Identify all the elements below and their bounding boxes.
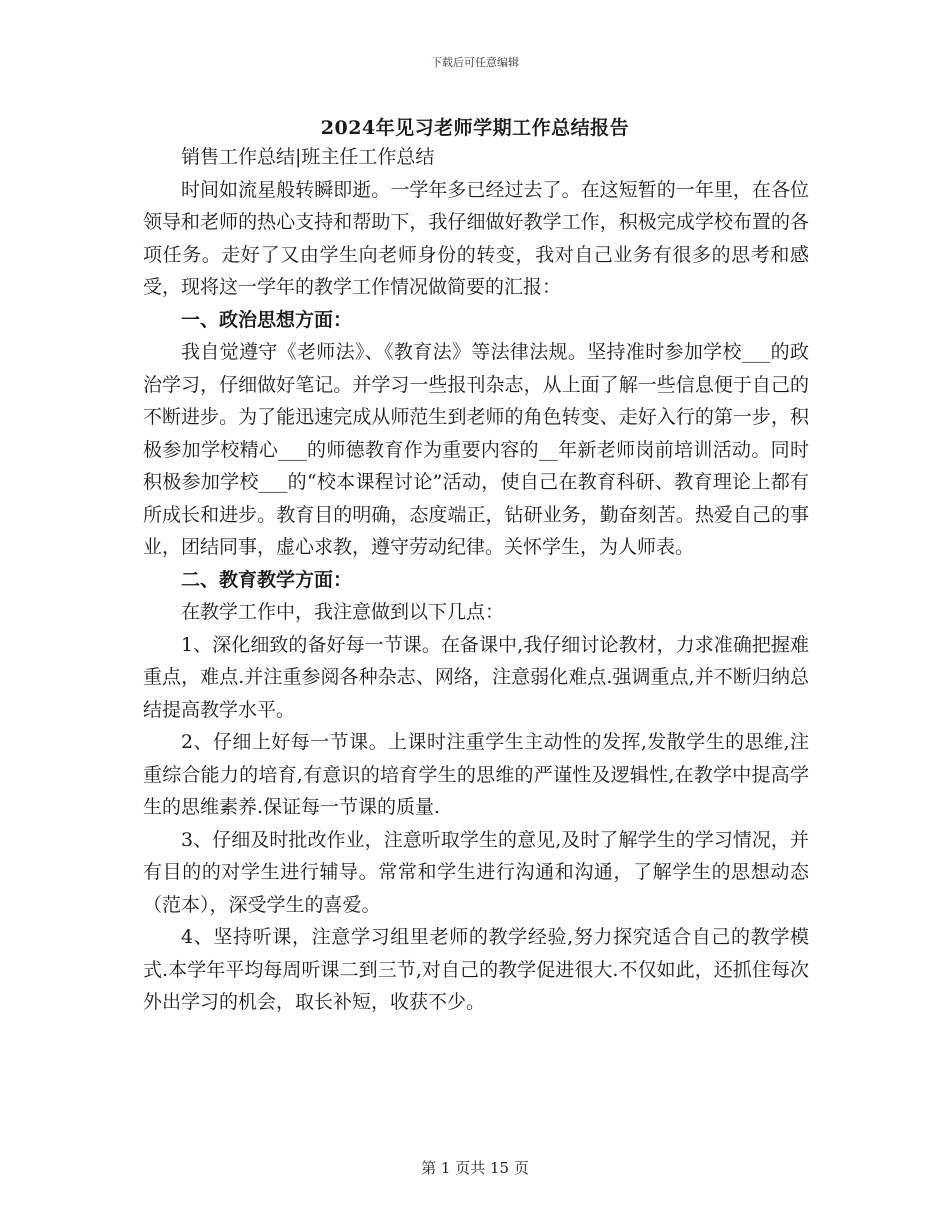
intro-paragraph: 时间如流星般转瞬即逝。一学年多已经过去了。在这短暂的一年里，在各位领导和老师的热心支持和帮助下，我仔细做好教学工作，积极完成学校布置的各项任务。走好了又由学生向老师身份的转变，我对自己业务有很多的思考和感受，现将这一学年的教学工作情况做简要的汇报： <box>143 178 809 298</box>
teaching-intro-paragraph: 在教学工作中，我注意做到以下几点： <box>181 601 505 623</box>
header-note: 下载后可任意编辑 <box>431 56 519 69</box>
document-body <box>143 141 809 1019</box>
page-number: 第 1 页共 15 页 <box>421 1159 529 1177</box>
teaching-point-1: 1、深化细致的备好每一节课。在备课中,我仔细讨论教材，力求准确把握难重点，难点.并注重参阅各种杂志、网络，注意弱化难点.强调重点,并不断归纳总结提高教学水平。 <box>143 633 809 721</box>
section-heading-politics: 一、政治思想方面： <box>181 308 353 331</box>
section-heading-teaching: 二、教育教学方面： <box>181 568 353 591</box>
document-title: 2024年见习老师学期工作总结报告 <box>320 117 630 139</box>
subtitle-line: 销售工作总结|班主任工作总结 <box>181 146 435 168</box>
politics-paragraph: 我自觉遵守《老师法》、《教育法》等法律法规。坚持准时参加学校___的政治学习，仔细做好笔记。并学习一些报刊杂志，从上面了解一些信息便于自己的不断进步。为了能迅速完成从师范生到老师的角色转变、走好入行的第一步，积极参加学校精心___的师德教育作为重要内容的__年新老师岗前培训活动。同时积极参加学校___的“校本课程讨论”活动，使自己在教育科研、教育理论上都有所成长和进步。教育目的明确，态度端正，钻研业务，勤奋刻苦。热爱自己的事业，团结同事，虚心求教，遵守劳动纪律。关怀学生，为人师表。 <box>143 341 809 558</box>
teaching-point-4: 4、坚持听课，注意学习组里老师的教学经验,努力探究适合自己的教学模式.本学年平均每周听课二到三节,对自己的教学促进很大.不仅如此，还抓住每次外出学习的机会，取长补短，收获不少。 <box>143 926 809 1013</box>
teaching-point-2: 2、仔细上好每一节课。上课时注重学生主动性的发挥,发散学生的思维,注重综合能力的培育,有意识的培育学生的思维的严谨性及逻辑性,在教学中提高学生的思维素养.保证每一节课的质量. <box>143 731 809 818</box>
teaching-point-3: 3、仔细及时批改作业，注意听取学生的意见,及时了解学生的学习情况，并有目的的对学生进行辅导。常常和学生进行沟通和沟通，了解学生的思想动态（范本），深受学生的喜爱。 <box>143 828 809 916</box>
